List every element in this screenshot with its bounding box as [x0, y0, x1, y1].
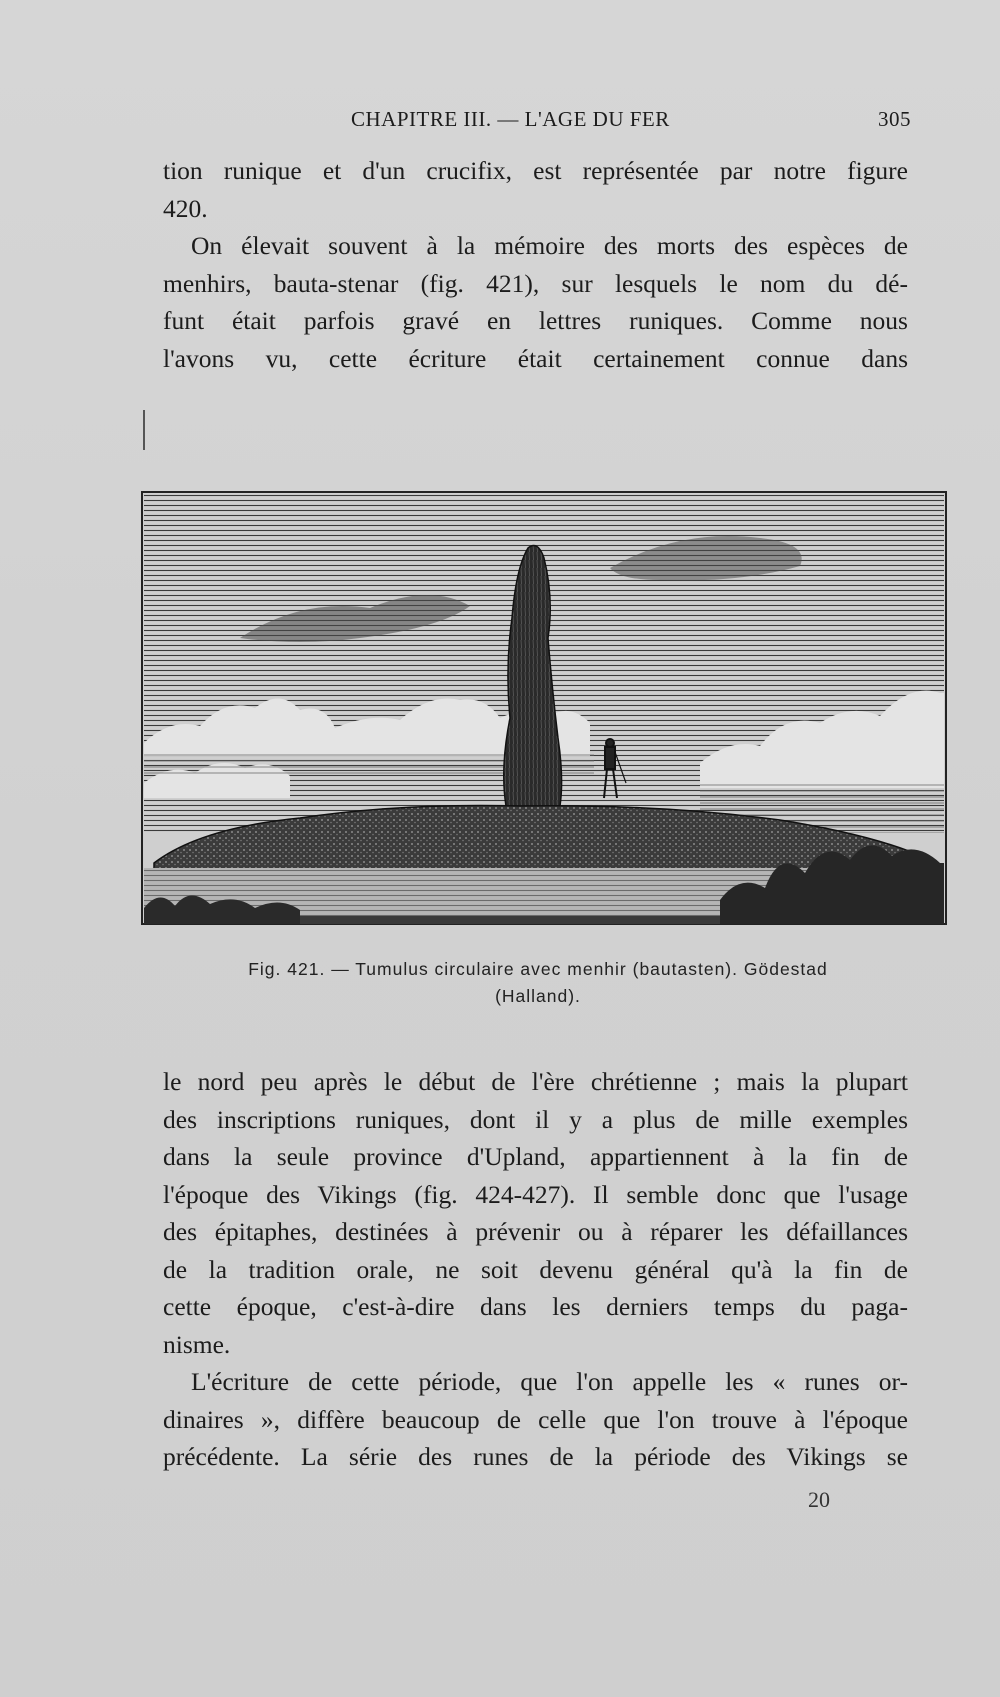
text-line: menhirs, bauta-stenar (fig. 421), sur lesquels le nom du dé-: [163, 268, 908, 298]
caption-line: Fig. 421. — Tumulus circulaire avec menhir (bautasten). Gödestad: [248, 959, 828, 979]
caption-line: (Halland).: [495, 986, 581, 1006]
text-line: le nord peu après le début de l'ère chrétienne ; mais la plupart: [163, 1067, 908, 1096]
text-line: de la tradition orale, ne soit devenu général qu'à la fin de: [163, 1254, 908, 1284]
text-line: des épitaphes, destinées à prévenir ou à réparer les défaillances: [163, 1217, 908, 1246]
text-line: 420.: [163, 193, 208, 223]
text-line: On élevait souvent à la mémoire des morts des espèces de: [191, 231, 908, 260]
figure-caption: [163, 956, 913, 1010]
text-line: l'avons vu, cette écriture était certainement connue dans: [163, 343, 908, 373]
margin-mark: [143, 410, 145, 450]
text-line: dans la seule province d'Upland, appartiennent à la fin de: [163, 1142, 908, 1171]
text-line: L'écriture de cette période, que l'on appelle les « runes or-: [191, 1367, 908, 1396]
signature-mark: 20: [808, 1487, 830, 1512]
chapter-title: CHAPITRE III. — L'AGE DU FER: [351, 107, 670, 131]
tumulus-engraving: [140, 488, 948, 930]
text-line: tion runique et d'un crucifix, est représentée par notre figure: [163, 156, 908, 185]
text-line: nisme.: [163, 1329, 231, 1359]
page-number: 305: [878, 107, 911, 131]
text-line: dinaires », diffère beaucoup de celle que l'on trouve à l'époque: [163, 1404, 908, 1434]
text-line: cette époque, c'est-à-dire dans les derniers temps du paga-: [163, 1292, 908, 1321]
running-head: [163, 103, 911, 135]
text-line: funt était parfois gravé en lettres runiques. Comme nous: [163, 306, 908, 335]
text-line: précédente. La série des runes de la période des Vikings se: [163, 1442, 908, 1471]
engraving-figure: [140, 488, 948, 930]
body-text-bottom: [163, 1063, 908, 1476]
text-line: l'époque des Vikings (fig. 424-427). Il semble donc que l'usage: [163, 1179, 908, 1209]
text-line: des inscriptions runiques, dont il y a plus de mille exemples: [163, 1104, 908, 1134]
body-text-top: [163, 152, 908, 377]
